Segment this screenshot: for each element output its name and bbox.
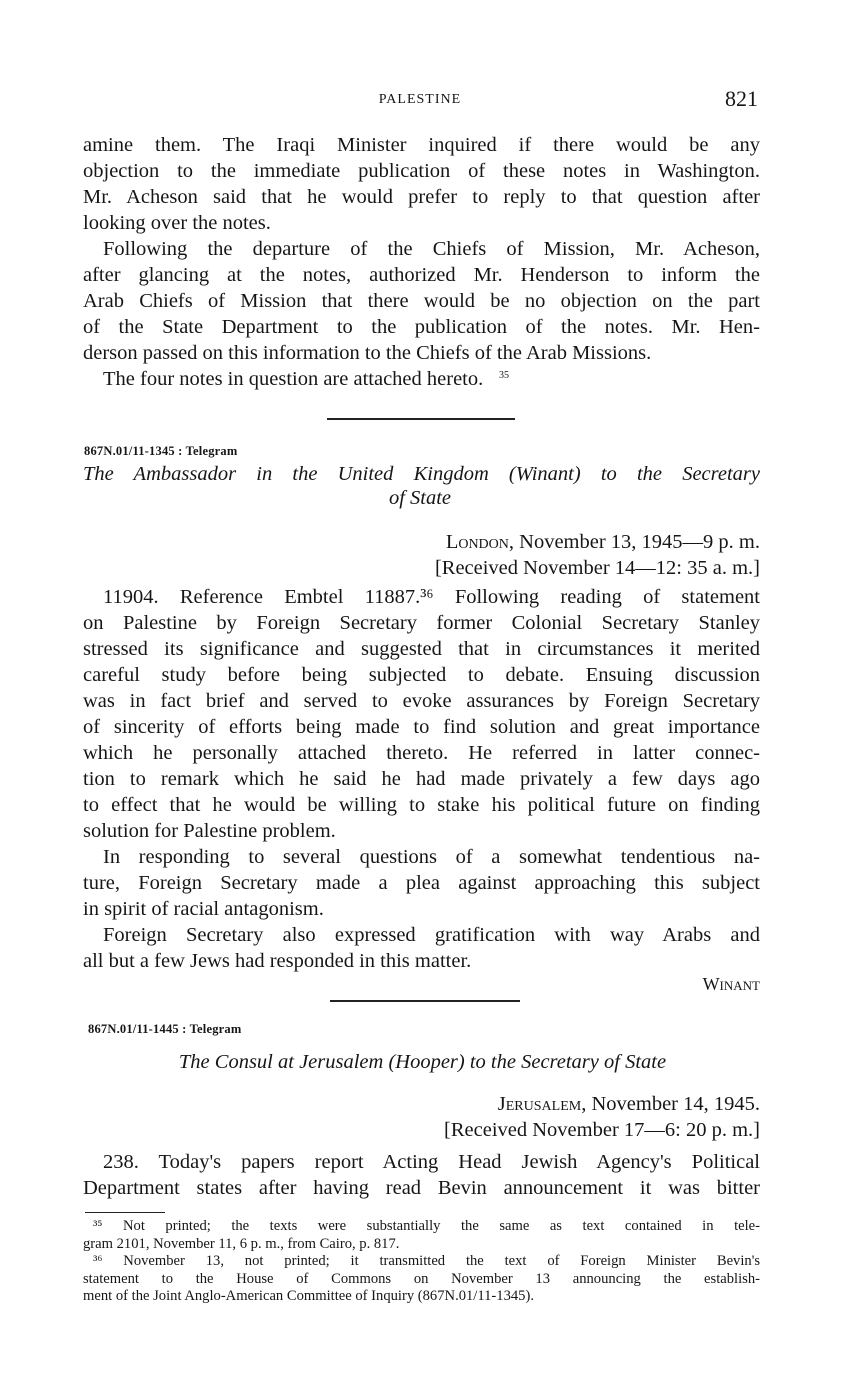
text-line: of the State Department to the publication of the notes. Mr. Hen- (83, 316, 760, 338)
text-line: which he personally attached thereto. He referred in latter connec- (83, 742, 760, 764)
text-line: Following the departure of the Chiefs of Mission, Mr. Acheson, (103, 238, 760, 260)
text-line: 238. Today's papers report Acting Head Jewish Agency's Political (103, 1151, 760, 1173)
text-line: ³⁶ November 13, not printed; it transmitted the text of Foreign Minister Bevin's (93, 1253, 760, 1269)
paragraph (83, 132, 760, 236)
text-line: looking over the notes. (83, 212, 271, 234)
text-line: on Palestine by Foreign Secretary former Colonial Secretary Stanley (83, 612, 760, 634)
telegram-body (83, 584, 760, 974)
paragraph (83, 366, 760, 392)
paragraph (83, 584, 760, 844)
paragraph (83, 922, 760, 974)
telegram-body (83, 1149, 760, 1201)
text-line: of sincerity of efforts being made to find solution and great importance (83, 716, 760, 738)
text-line: The four notes in question are attached hereto. (103, 368, 484, 390)
text-line: Arab Chiefs of Mission that there would be no objection on the part (83, 290, 760, 312)
text-line: derson passed on this information to the Chiefs of the Arab Missions. (83, 342, 652, 364)
text-line: to effect that he would be willing to stake his political future on finding (83, 794, 760, 816)
section-divider (327, 418, 515, 420)
section-divider (330, 1000, 520, 1002)
text-line: ment of the Joint Anglo-American Committee of Inquiry (867N.01/11-1345). (83, 1288, 534, 1304)
text-line: 11904. Reference Embtel 11887.³⁶ Following reading of statement (103, 586, 760, 608)
document-file-id: 867N.01/11-1345 : Telegram (84, 444, 238, 458)
text-line: in spirit of racial antagonism. (83, 898, 324, 920)
text-line: solution for Palestine problem. (83, 820, 336, 842)
paragraph (83, 1218, 760, 1253)
text-line: tion to remark which he said he had made privately a few days ago (83, 768, 760, 790)
document-title: The Consul at Jerusalem (Hooper) to the Secretary of State (178, 1051, 667, 1073)
paragraph (83, 1149, 760, 1201)
dateline (83, 1091, 760, 1117)
paragraph (83, 236, 760, 366)
place: London (445, 531, 509, 553)
text-line: statement to the House of Commons on November 13 announcing the establish- (83, 1270, 760, 1287)
page-number: 821 (725, 86, 758, 111)
text-line: was in fact brief and served to evoke assurances by Foreign Secretary (83, 690, 760, 712)
text-line: ture, Foreign Secretary made a plea against approaching this subject (83, 872, 760, 894)
intro-text (83, 132, 760, 392)
running-title: PALESTINE (378, 92, 462, 107)
text-line: In responding to several questions of a somewhat tendentious na- (103, 846, 760, 868)
document-title-continued: of State (388, 487, 452, 509)
text-line: ³⁵ Not printed; the texts were substantially the same as text contained in tele- (93, 1218, 760, 1234)
document-file-id: 867N.01/11-1445 : Telegram (88, 1022, 242, 1036)
text-line: careful study before being subjected to debate. Ensuing discussion (83, 664, 760, 686)
text-line: Department states after having read Bevin announcement it was bitter (83, 1177, 760, 1199)
text-line: amine them. The Iraqi Minister inquired if there would be any (83, 134, 760, 156)
text-line: all but a few Jews had responded in this matter. (83, 950, 472, 972)
paragraph (83, 1253, 760, 1306)
paragraph (83, 844, 760, 922)
place: Jerusalem (497, 1093, 582, 1115)
footnote-divider (85, 1212, 165, 1213)
received-note: [Received November 17—6: 20 p. m.] (444, 1119, 760, 1141)
document-title: The Ambassador in the United Kingdom (Winant) to the Secretary (83, 463, 760, 485)
footnote-ref-35: 35 (499, 370, 509, 381)
text-line: Mr. Acheson said that he would prefer to reply to that question after (83, 186, 760, 208)
received-note: [Received November 14—12: 35 a. m.] (434, 557, 760, 579)
date: , November 14, 1945. (581, 1093, 760, 1115)
date: , November 13, 1945—9 p. m. (508, 531, 760, 553)
text-line: Foreign Secretary also expressed gratification with way Arabs and (103, 924, 760, 946)
dateline (83, 529, 760, 555)
text-line: gram 2101, November 11, 6 p. m., from Cairo, p. 817. (83, 1235, 400, 1252)
text-line: objection to the immediate publication of these notes in Washington. (83, 160, 760, 182)
signature: Winant (702, 974, 760, 994)
footnotes (83, 1218, 760, 1306)
text-line: after glancing at the notes, authorized Mr. Henderson to inform the (83, 264, 760, 286)
text-line: stressed its significance and suggested that in circumstances it merited (83, 638, 760, 660)
